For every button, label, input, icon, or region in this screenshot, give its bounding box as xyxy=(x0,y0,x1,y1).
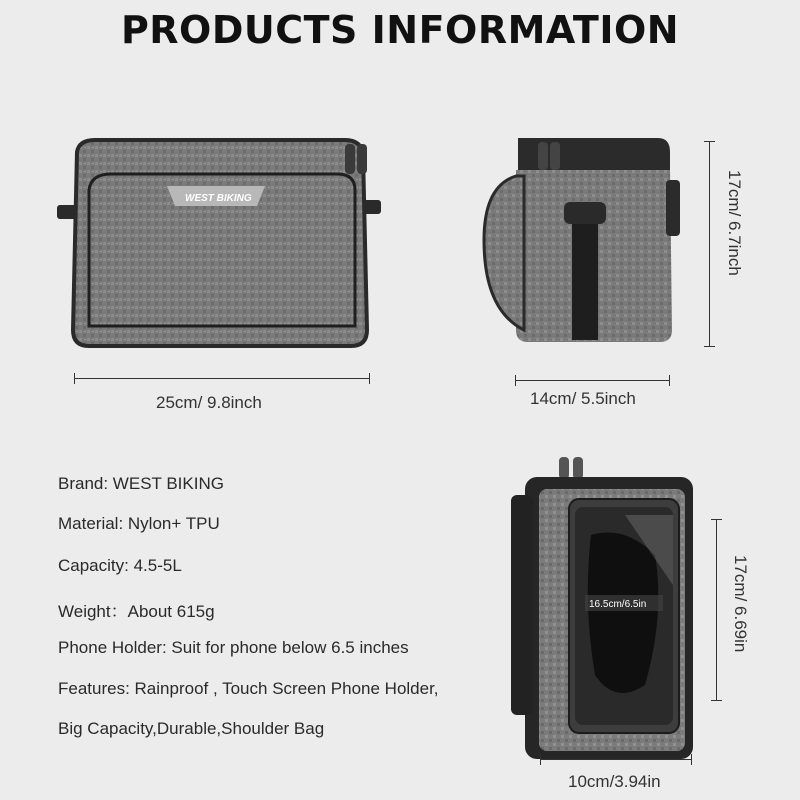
page-title: PRODUCTS INFORMATION xyxy=(120,8,680,52)
spec-features: Features: Rainproof , Touch Screen Phone Holder, xyxy=(58,679,439,698)
front-width-line xyxy=(74,378,370,379)
bag-top-image xyxy=(505,455,710,765)
top-width-label: 10cm/3.94in xyxy=(568,772,661,791)
top-width-line xyxy=(540,759,692,760)
spec-brand: Brand: WEST BIKING xyxy=(58,474,224,493)
bag-front-image xyxy=(55,130,385,360)
spec-capacity: Capacity: 4.5-5L xyxy=(58,556,182,575)
top-height-line xyxy=(716,519,717,701)
bag-side-image xyxy=(480,130,690,350)
spec-phone-holder: Phone Holder: Suit for phone below 6.5 inches xyxy=(58,638,409,657)
spec-material: Material: Nylon+ TPU xyxy=(58,514,220,533)
bag-logo-text: WEST BIKING xyxy=(185,193,252,204)
spec-weight: Weight：About 615g xyxy=(58,602,215,621)
screen-size-label: 16.5cm/6.5in xyxy=(589,599,647,610)
side-height-label: 17cm/ 6.7inch xyxy=(725,170,744,276)
top-height-label: 17cm/ 6.69in xyxy=(731,555,750,653)
front-width-label: 25cm/ 9.8inch xyxy=(156,393,262,412)
side-width-label: 14cm/ 5.5inch xyxy=(530,389,636,408)
side-height-line xyxy=(709,141,710,347)
spec-features-continued: Big Capacity,Durable,Shoulder Bag xyxy=(58,719,325,738)
side-width-line xyxy=(515,380,670,381)
